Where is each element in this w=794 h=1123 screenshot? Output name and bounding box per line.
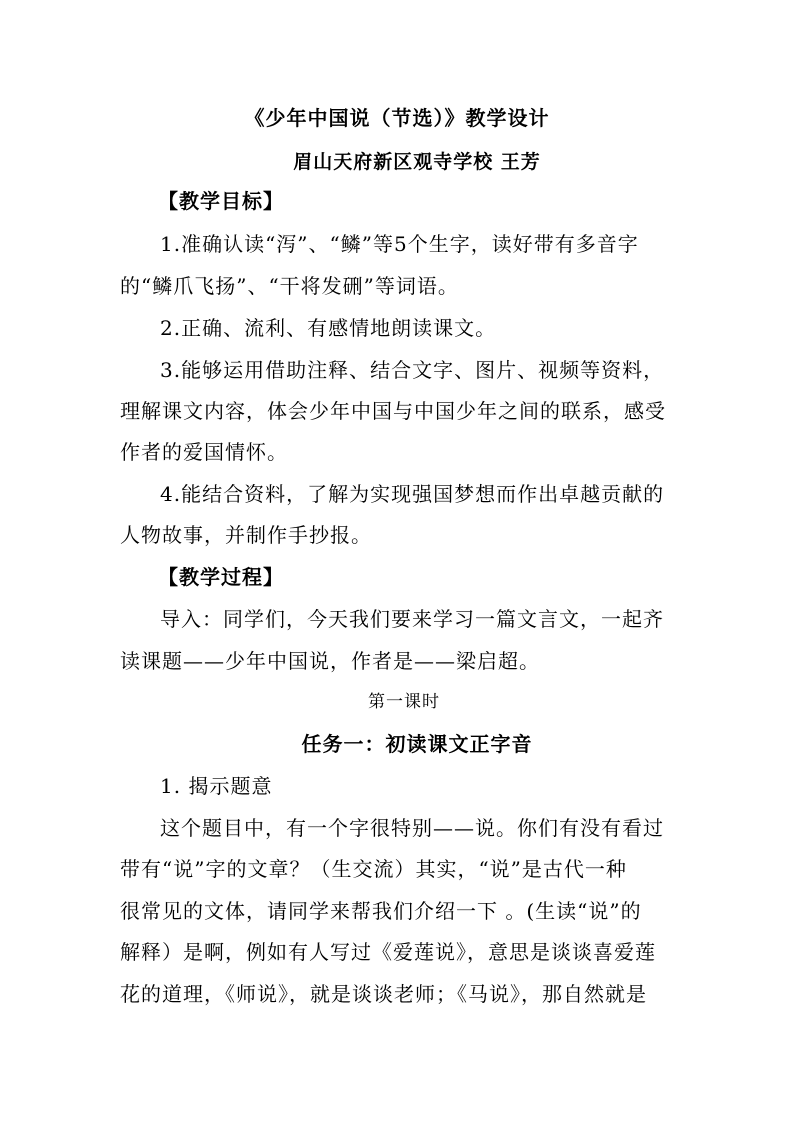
body-line-4: 解释）是啊，例如有人写过《爱莲说》，意思是谈谈喜爱莲 (120, 940, 656, 964)
author-line: 眉山天府新区观寺学校 王芳 (293, 151, 541, 173)
intro-line-1: 导入：同学们，今天我们要来学习一篇文言文，一起齐 (160, 607, 664, 631)
body-line-3: 很常见的文体，请同学来帮我们介绍一下 。(生读“说”的 (120, 899, 642, 923)
goal-3-line-1: 3.能够运用借助注释、结合文字、图片、视频等资料， (160, 358, 665, 382)
intro-line-2: 读课题——少年中国说，作者是——梁启超。 (120, 649, 540, 673)
goal-1-line-2: 的“鳞爪飞扬”、“干将发硎”等词语。 (120, 274, 459, 298)
goals-heading: 【教学目标】 (158, 189, 284, 213)
document-title: 《少年中国说（节选）》教学设计 (244, 106, 550, 130)
body-line-5: 花的道理，《师说》，就是谈谈老师；《马说》，那自然就是 (120, 982, 647, 1006)
lesson-label: 第一课时 (368, 692, 440, 712)
body-line-2: 带有“说”字的文章？（生交流）其实，“说”是古代一种 (120, 857, 627, 881)
goal-3-line-3: 作者的爱国情怀。 (120, 440, 288, 464)
step-1-heading: 1. 揭示题意 (160, 774, 273, 798)
goal-4-line-2: 人物故事，并制作手抄报。 (120, 523, 372, 547)
process-heading: 【教学过程】 (158, 565, 284, 589)
task-1-title: 任务一：初读课文正字音 (301, 732, 533, 756)
goal-1-line-1: 1.准确认读“泻”、“鳞”等5个生字，读好带有多音字 (160, 232, 639, 256)
goal-2: 2.正确、流利、有感情地朗读课文。 (160, 316, 497, 340)
body-line-1: 这个题目中，有一个字很特别——说。你们有没有看过 (160, 816, 664, 840)
goal-4-line-1: 4.能结合资料，了解为实现强国梦想而作出卓越贡献的 (160, 482, 665, 506)
goal-3-line-2: 理解课文内容，体会少年中国与中国少年之间的联系，感受 (120, 399, 666, 423)
